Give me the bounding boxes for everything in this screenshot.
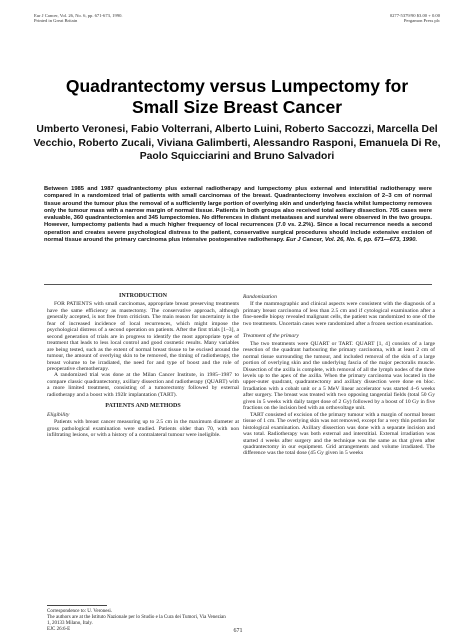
- abstract-text: Between 1985 and 1987 quadrantectomy plus external radiotherapy and lumpectomy plus external and interstitial radiotherapy were compared in a randomized trial of patients with small carcinomas of the breast. Quadrantectomy involves excision of 2–3 cm of normal tissue around the tumour plus the removal of a sufficiently large portion of overlying skin and underlying fascia whilst lumpectomy removes only the tumour mass with a narrow margin of normal tissue. Patients in both groups also received total axillary dissection. 705 cases were evaluable, 360 quadrantectomies and 345 lumpectomies. No differences in distant metastases and survival were observed in the two groups. However, lumpectomy patients had a much higher frequency of local recurrences (7.0 vs. 2.2%). Since a local recurrence needs a second operation and creates severe psychological distress to the patient, conservative surgical procedures should include extensive excision of normal tissue around the primary carcinoma plus intensive postoperative radiotherapy.: [44, 186, 432, 244]
- introduction-paragraph-1: FOR PATIENTS with small carcinomas, appropriate breast preserving treatments have the same efficiency as mastectomy. The conservative approach, although generally accepted, is not free from criticism. The main reason for uncertainty is the fear of increased incidence of local recurrences, which might impose the psychological distress of a second operation on patients. After the first trials [1–3], a second generation of trials are in progress to identify the most appropriate type of treatment that leads to less local control and good cosmetic results. Many variables are being tested, such as the extent of normal breast tissue to be excised around the tumour, the amount of overlying skin to be removed, the timing of radiotherapy, the breast volume to be irradiated, the need for and type of boost and the role of preoperative chemotherapy.: [47, 301, 239, 372]
- eligibility-subheading: Eligibility: [47, 411, 70, 418]
- treatment-paragraph-2: TART consisted of excision of the primary tumour with a margin of normal breast tissue of 1 cm. The overlying skin was not removed, except for a very thin portion for histological examination. Axillary dissection was done with a separate incision and was total. Radiotherapy was both external and interstitial. External irradiation was started 4 weeks after surgery and the technique was the same as that given after quadrantectomy in our equipment. Grid arrangements and volume irradiated. The difference was the total dose (45 Gy given in 5 weeks: [243, 411, 435, 457]
- eligibility-paragraph: Patients with breast cancer measuring up to 2.5 cm in the maximum diameter at gross pathological examination were studied. Patients older than 70, with non infiltrating lesions, or with a history of a contralateral tumour were ineligible.: [47, 419, 239, 439]
- randomization-subheading: Randomization: [243, 294, 277, 300]
- abstract: [44, 186, 432, 244]
- abstract-citation: Eur J Cancer, Vol. 26, No. 6, pp. 671—673, 1990.: [286, 237, 418, 244]
- introduction-heading: INTRODUCTION: [118, 293, 167, 299]
- footnote-divider: [47, 605, 107, 606]
- treatment-subheading: Treatment of the primary: [243, 333, 299, 340]
- left-column: [47, 292, 239, 439]
- page-number: 671: [233, 628, 243, 634]
- treatment-paragraph-1: The two treatments were QUART or TART. QUART [1, 4] consists of a large resection of the quadrant harbouring the primary carcinoma, with at least 2 cm of normal tissue surrounding the tumour, and included removal of the skin of a large portion of overlying skin and the underlying fascia of the major pectoralis muscle. Dissection of the axilla is complete, with removal of all the lymph nodes of the three levels up to the apex of the axilla. When the primary carcinoma was located in the upper-outer quadrant, quadrantectomy and axillary dissection were done en bloc. Irradiation with a cobalt unit or a 5 MeV linear accelerator was started 4–6 weeks after surgery. The breast was treated with two opposing tangential fields (total 50 Gy given in 5 weeks with daily target dose of 2 Gy) followed by a boost of 10 Gy in five fractions on the incision bed with an orthovoltage unit.: [243, 340, 435, 412]
- journal-reference: Eur J Cancer, Vol. 26, No. 6, pp. 671-673, 1990.: [34, 13, 123, 18]
- right-column: [243, 292, 435, 457]
- affiliation-line: The authors are at the Istituto Nazionale per lo Studio e la Cura dei Tumori, Via Venezian 1, 20133 Milano, Italy.: [47, 615, 226, 626]
- introduction-paragraph-2: A randomized trial was done at the Milan Cancer Institute, in 1985–1987 to compare classic quadrantectomy, axillary dissection and radiotherapy (QUART) with a more limited treatment, consisting of a tumorectomy followed by external radiotherapy and a boost with 192Ir implantation (TART).: [47, 372, 239, 398]
- issn-price: 0277-5379/90 $3.00 + 0.00: [389, 13, 440, 18]
- author-list: Umberto Veronesi, Fabio Volterrani, Alberto Luini, Roberto Saccozzi, Marcella Del Vecchio, Roberto Zucali, Viviana Galimberti, Alessandro Rasponi, Emanuela Di Re, Paolo Squicciarini and Bruno Salvadori: [33, 124, 441, 162]
- publisher: Pergamon Press plc: [403, 18, 440, 24]
- abstract-divider: [44, 284, 432, 285]
- journal-header-right: [390, 13, 440, 24]
- randomization-paragraph: If the mammographic and clinical aspects were consistent with the diagnosis of a primary breast carcinoma of less than 2.5 cm and if cytological examination after a fine-needle biopsy revealed malignant cells, the patient was randomized to one of the two treatments. Uncertain cases were randomized after a frozen section examination.: [243, 301, 435, 327]
- methods-heading: PATIENTS AND METHODS: [105, 403, 181, 410]
- footnote: [47, 609, 227, 633]
- manuscript-code: EJC 26:6-E: [47, 627, 71, 632]
- printed-in: Printed in Great Britain: [34, 18, 78, 24]
- journal-header-left: [34, 13, 123, 24]
- article-title: Quadrantectomy versus Lumpectomy for Small Size Breast Cancer: [65, 76, 409, 117]
- correspondence-line: Correspondence to: U. Veronesi.: [47, 609, 113, 614]
